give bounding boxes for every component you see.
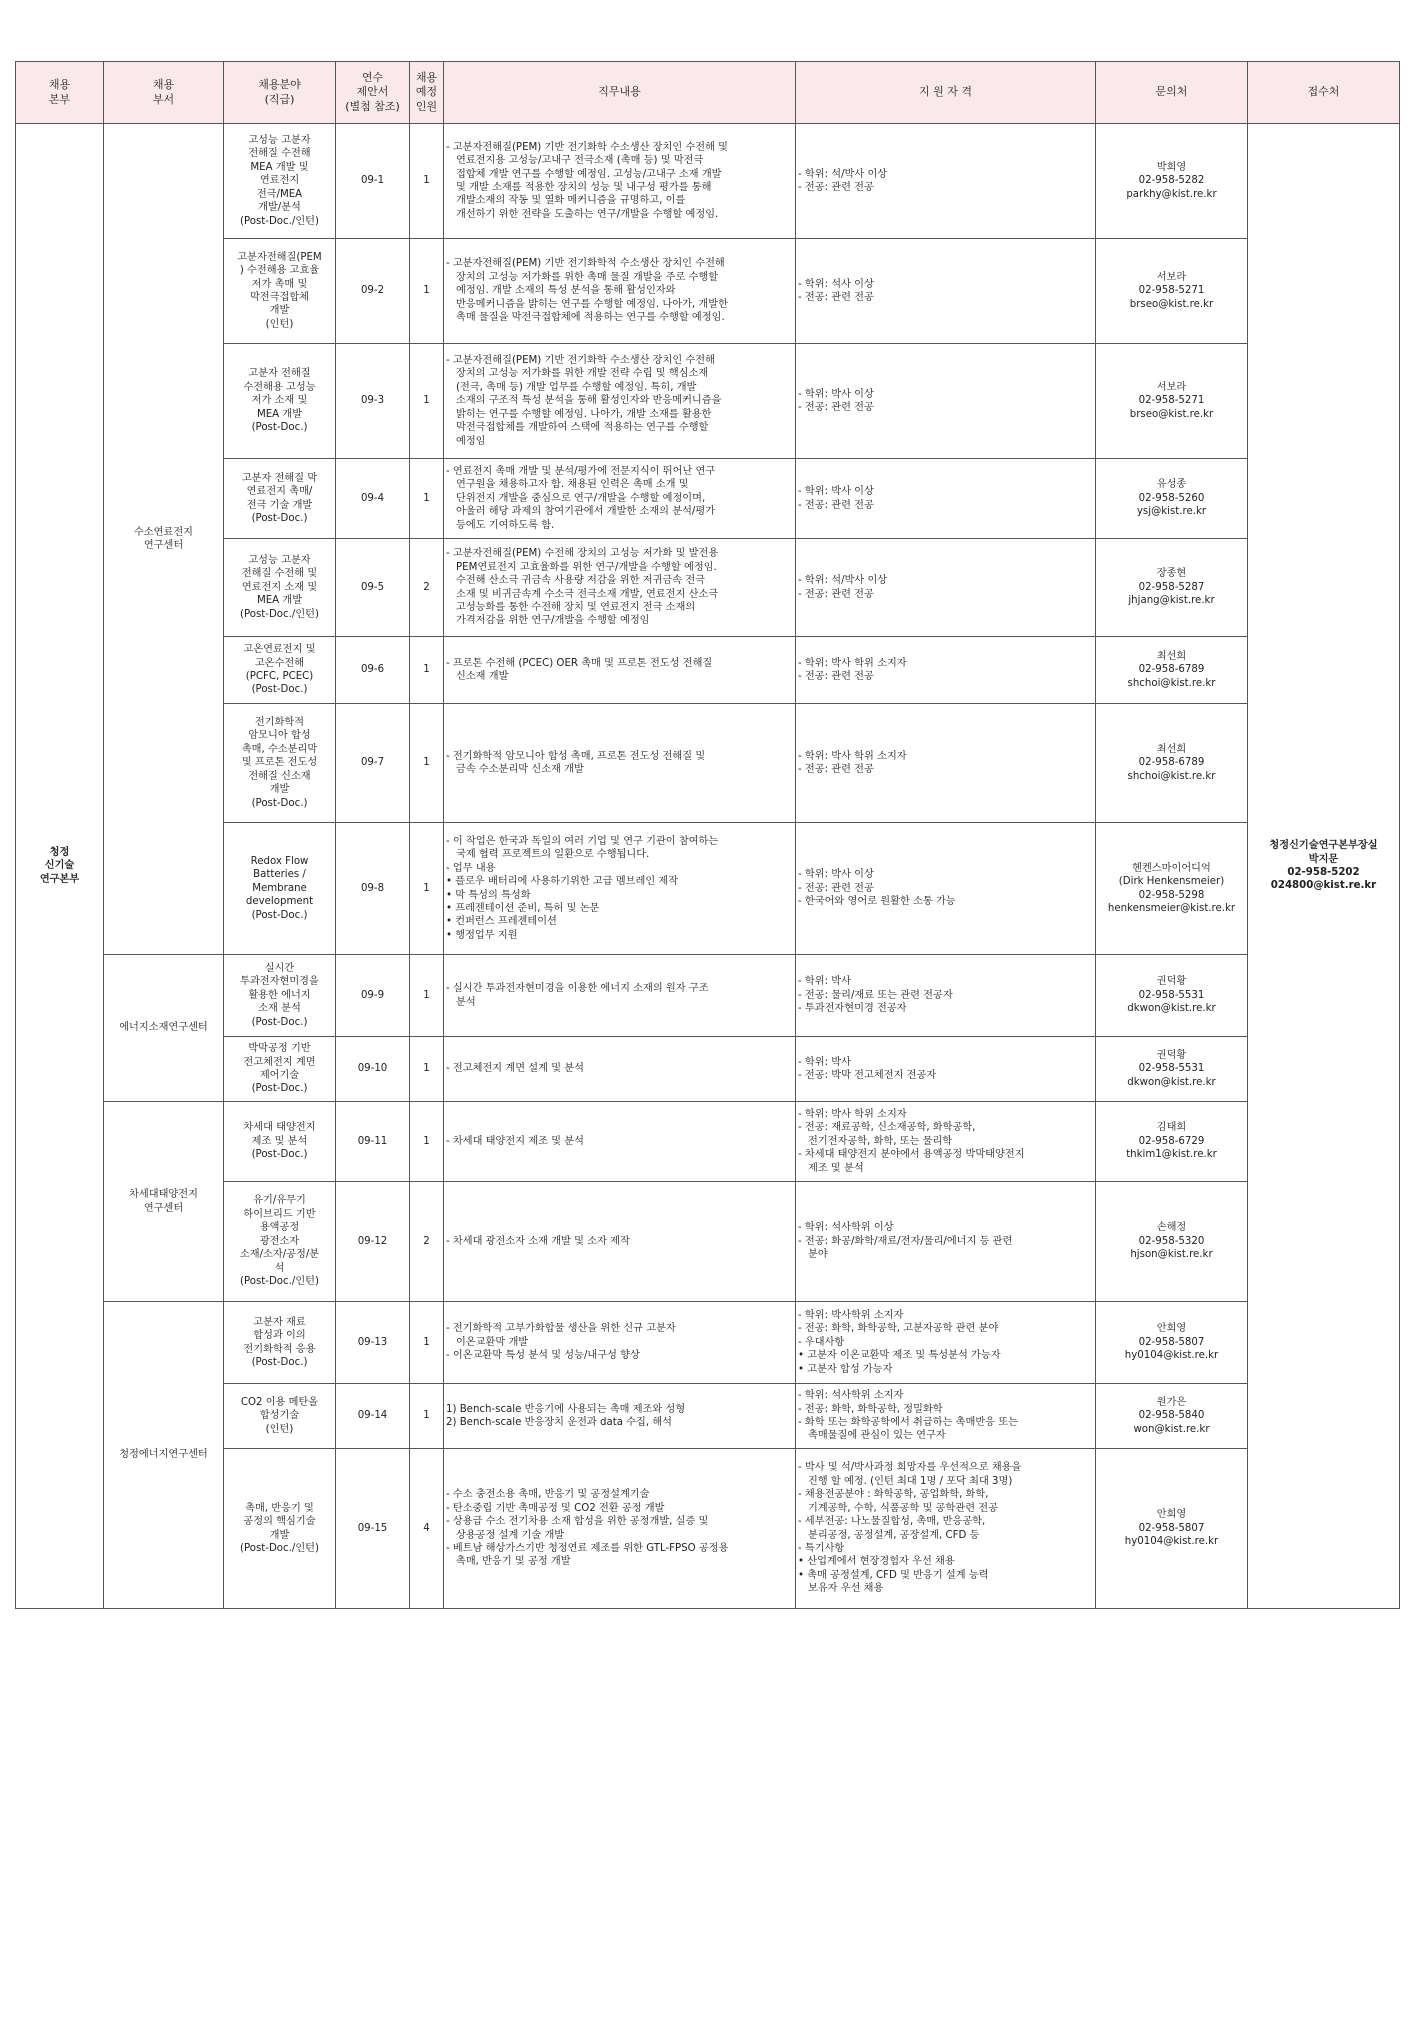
field-cell: 박막공정 기반 전고체전지 계면 제어기술 (Post-Doc.): [224, 1037, 336, 1102]
table-row: [16, 637, 1400, 704]
list-line: • 고분자 이온교환막 제조 및 특성분석 가능자: [798, 1350, 1001, 1362]
contact-cell: 장종현 02-958-5287 jhjang@kist.re.kr: [1096, 539, 1248, 637]
contact-cell: 헨켄스마이어디억 (Dirk Henkensmeier) 02-958-5298 henkensmeier@kist.re.kr: [1096, 823, 1248, 955]
list-line: - 특기사항: [798, 1542, 845, 1554]
list-line: - 학위: 박사 학위 소지자: [798, 657, 907, 669]
col-code: 연수 제안서 (별첨 참조): [336, 62, 410, 124]
list-line: 1) Bench-scale 반응기에 사용되는 촉매 제조와 성형: [446, 1403, 686, 1415]
count-cell: 1: [410, 823, 444, 955]
code-cell: 09-3: [336, 344, 410, 459]
list-line: - 고분자전해질(PEM) 기반 전기화학적 수소생산 장치인 수전해 장치의 고성능 저가화를 위한 촉매 물질 개발을 주로 수행할 예정임. 개발 소재의 특성 분석을 통해 활성인자와 반응메커니즘을 밝히는 연구를 수행할 예정임. 나아가, 개발한 촉매 물질을 막전극접합체에 적용하는 연구를 수행할 예정임.: [446, 258, 728, 324]
col-count: 채용 예정 인원: [410, 62, 444, 124]
code-cell: 09-13: [336, 1302, 410, 1384]
contact-cell: 최선희 02-958-6789 shchoi@kist.re.kr: [1096, 704, 1248, 823]
count-cell: 1: [410, 1384, 444, 1449]
qualifications-cell: [796, 704, 1096, 823]
duties-cell: [444, 704, 796, 823]
count-cell: 2: [410, 539, 444, 637]
code-cell: 09-7: [336, 704, 410, 823]
duties-cell: [444, 1037, 796, 1102]
field-cell: 고분자 재료 합성과 이의 전기화학적 응용 (Post-Doc.): [224, 1302, 336, 1384]
contact-cell: 안희영 02-958-5807 hy0104@kist.re.kr: [1096, 1302, 1248, 1384]
table-row: [16, 124, 1400, 239]
field-cell: 유기/유무기 하이브리드 기반 용액공정 광전소자 소재/소자/공정/분 석 (Post-Doc./인턴): [224, 1182, 336, 1302]
code-cell: 09-1: [336, 124, 410, 239]
duties-cell: [444, 823, 796, 955]
list-line: - 박사 및 석/박사과정 희망자를 우선적으로 채용을 진행 할 예정. (인턴 최대 1명 / 포닥 최대 3명): [798, 1462, 1022, 1487]
division-cell: 청정 신기술 연구본부: [16, 124, 104, 1609]
list-line: - 학위: 박사 이상: [798, 486, 874, 498]
department-cell: 차세대태양전지 연구센터: [104, 1102, 224, 1302]
list-line: - 학위: 박사 학위 소지자: [798, 1108, 907, 1120]
field-cell: 고성능 고분자 전해질 수전해 및 연료전지 소재 및 MEA 개발 (Post-Doc./인턴): [224, 539, 336, 637]
code-cell: 09-6: [336, 637, 410, 704]
contact-cell: 서보라 02-958-5271 brseo@kist.re.kr: [1096, 239, 1248, 344]
list-line: - 전공: 화학, 화학공학, 고분자공학 관련 분야: [798, 1323, 999, 1335]
list-line: - 이 작업은 한국과 독일의 여러 기업 및 연구 기관이 참여하는 국제 협력 프로젝트의 일환으로 수행됩니다.: [446, 835, 719, 861]
contact-cell: 유성종 02-958-5260 ysj@kist.re.kr: [1096, 459, 1248, 539]
list-line: - 전공: 관련 전공: [798, 292, 874, 303]
list-line: - 학위: 박사: [798, 976, 851, 988]
list-line: - 전공: 관련 전공: [798, 588, 874, 600]
list-line: - 고분자전해질(PEM) 기반 전기화학 수소생산 장치인 수전해 장치의 고성능 저가화를 위한 개발 전략 수립 및 핵심소재 (전극, 촉매 등) 개발 업무를 수행할 예정임. 특히, 개발 소재의 구조적 특성 분석을 통해 활성인자와 반응메커니즘을 밝히는 연구를 수행할 예정임. 나아가, 개발 소재를 활용한 막전극접합체를 개발하여 스택에 적용하는 연구를 수행할 예정임: [446, 354, 722, 447]
table-row: [16, 1182, 1400, 1302]
col-division: 채용 본부: [16, 62, 104, 124]
list-line: - 채용전공분야 : 화학공학, 공업화학, 화학, 기계공학, 수학, 식품공학 및 공학관련 전공: [798, 1489, 998, 1514]
qualifications-cell: [796, 239, 1096, 344]
list-line: - 전공: 관련 전공: [798, 671, 874, 682]
list-line: - 학위: 석/박사 이상: [798, 575, 888, 587]
duties-cell: [444, 344, 796, 459]
list-line: - 고분자전해질(PEM) 수전해 장치의 고성능 저가화 및 발전용 PEM연료전지 고효율화를 위한 연구/개발을 수행할 예정임. 수전해 산소극 귀금속 사용량 저감을 위한 저귀금속 전극 소재 및 비귀금속계 수소극 전극소재 개발, 연료전지 산소극 고성능화를 통한 수전해 장치 및 연료전지 전극 소재의 가격저감을 위한 연구/개발을 수행할 예정임: [446, 548, 719, 627]
qualifications-cell: [796, 1302, 1096, 1384]
list-line: - 연료전지 촉매 개발 및 분석/평가에 전문지식이 뛰어난 연구 연구원을 채용하고자 함. 채용된 인력은 촉매 소개 및 단위전지 개발을 중심으로 연구/개발을 수행할 예정이며, 아울러 해당 과제의 참여기관에서 개발한 소재의 분석/평가 등에도 기여하도록 함.: [446, 465, 716, 531]
contact-cell: 권덕황 02-958-5531 dkwon@kist.re.kr: [1096, 1037, 1248, 1102]
duties-cell: [444, 239, 796, 344]
table-row: [16, 704, 1400, 823]
department-cell: 에너지소재연구센터: [104, 955, 224, 1102]
list-line: • 고분자 합성 가능자: [798, 1363, 893, 1375]
recruitment-table: [15, 61, 1400, 1609]
count-cell: 1: [410, 239, 444, 344]
duties-cell: [444, 1449, 796, 1609]
list-line: - 전공: 물리/재료 또는 관련 전공자: [798, 989, 953, 1001]
list-line: - 투과전자현미경 전공자: [798, 1003, 907, 1015]
table-row: [16, 539, 1400, 637]
list-line: - 학위: 박사 학위 소지자: [798, 750, 907, 762]
count-cell: 1: [410, 344, 444, 459]
col-field: 채용분야 (직급): [224, 62, 336, 124]
list-line: - 베트남 해상가스기반 청정연료 제조를 위한 GTL-FPSO 공정용 촉매, 반응기 및 공정 개발: [446, 1542, 729, 1568]
duties-cell: [444, 955, 796, 1037]
table-row: [16, 1384, 1400, 1449]
qualifications-cell: [796, 1449, 1096, 1609]
list-line: - 차세대 태양전지 제조 및 분석: [446, 1135, 584, 1147]
qualifications-cell: [796, 1037, 1096, 1102]
count-cell: 1: [410, 1102, 444, 1182]
contact-cell: 서보라 02-958-5271 brseo@kist.re.kr: [1096, 344, 1248, 459]
list-line: - 세부전공: 나노물질합성, 촉매, 반응공학, 분리공정, 공정설계, 공장설계, CFD 등: [798, 1516, 986, 1541]
list-line: - 학위: 박사 이상: [798, 869, 874, 881]
code-cell: 09-5: [336, 539, 410, 637]
receiver-cell: 청정신기술연구본부장실 박지문 02-958-5202 024800@kist.re.kr: [1248, 124, 1400, 1609]
department-cell: 수소연료전지 연구센터: [104, 124, 224, 955]
list-line: - 전공: 재료공학, 신소재공학, 화학공학, 전기전자공학, 화학, 또는 물리학: [798, 1122, 976, 1147]
contact-cell: 최선희 02-958-6789 shchoi@kist.re.kr: [1096, 637, 1248, 704]
qualifications-cell: [796, 1182, 1096, 1302]
col-qualifications: 지 원 자 격: [796, 62, 1096, 124]
col-contact: 문의처: [1096, 62, 1248, 124]
list-line: - 업무 내용: [446, 862, 496, 874]
list-line: - 전공: 화학, 화학공학, 정밀화학: [798, 1403, 943, 1415]
field-cell: 실시간 투과전자현미경을 활용한 에너지 소재 분석 (Post-Doc.): [224, 955, 336, 1037]
list-line: - 한국어와 영어로 원활한 소통 가능: [798, 896, 956, 908]
count-cell: 1: [410, 1302, 444, 1384]
list-line: - 차세대 태양전지 분야에서 용액공정 박막태양전지 제조 및 분석: [798, 1149, 1025, 1174]
list-line: - 학위: 석/박사 이상: [798, 168, 888, 180]
list-line: - 탄소중립 기반 촉매공정 및 CO2 전환 공정 개발: [446, 1502, 665, 1514]
duties-cell: [444, 1182, 796, 1302]
list-line: - 이온교환막 특성 분석 및 성능/내구성 향상: [446, 1350, 640, 1362]
table-row: [16, 1102, 1400, 1182]
list-line: - 전공: 관련 전공: [798, 182, 874, 193]
list-line: - 차세대 광전소자 소재 개발 및 소자 제작: [446, 1235, 630, 1247]
list-line: 2) Bench-scale 반응장치 운전과 data 수집, 해석: [446, 1417, 673, 1428]
list-line: - 전공: 관련 전공: [798, 764, 874, 775]
list-line: • 플로우 배터리에 사용하기위한 고급 멤브레인 제작: [446, 876, 679, 888]
list-line: - 전공: 관련 전공: [798, 499, 874, 511]
contact-cell: 손해정 02-958-5320 hjson@kist.re.kr: [1096, 1182, 1248, 1302]
table-row: [16, 1449, 1400, 1609]
list-line: • 막 특성의 특성화: [446, 889, 531, 901]
duties-cell: [444, 459, 796, 539]
list-line: - 학위: 박사 이상: [798, 388, 874, 400]
contact-cell: 박희영 02-958-5282 parkhy@kist.re.kr: [1096, 124, 1248, 239]
table-row: [16, 823, 1400, 955]
contact-cell: 권덕황 02-958-5531 dkwon@kist.re.kr: [1096, 955, 1248, 1037]
col-duties: 직무내용: [444, 62, 796, 124]
list-line: • 촉매 공정설계, CFD 및 반응기 설계 능력 보유자 우선 채용: [798, 1569, 989, 1595]
duties-cell: [444, 1384, 796, 1449]
list-line: - 전공: 박막 전고체전지 전공자: [798, 1070, 937, 1081]
duties-cell: [444, 1102, 796, 1182]
count-cell: 1: [410, 1037, 444, 1102]
qualifications-cell: [796, 1102, 1096, 1182]
list-line: - 실시간 투과전자현미경을 이용한 에너지 소재의 원자 구조 분석: [446, 983, 709, 1008]
field-cell: 고분자 전해질 막 연료전지 촉매/ 전극 기술 개발 (Post-Doc.): [224, 459, 336, 539]
count-cell: 1: [410, 459, 444, 539]
list-line: - 학위: 석사학위 이상: [798, 1222, 894, 1234]
code-cell: 09-8: [336, 823, 410, 955]
table-row: [16, 459, 1400, 539]
qualifications-cell: [796, 344, 1096, 459]
list-line: - 학위: 석사 이상: [798, 278, 874, 290]
duties-cell: [444, 539, 796, 637]
duties-cell: [444, 637, 796, 704]
list-line: - 상용급 수소 전기차용 소재 합성을 위한 공정개발, 실증 및 상용공정 설계 기술 개발: [446, 1516, 709, 1541]
field-cell: 고분자전해질(PEM ) 수전해용 고효율 저가 촉매 및 막전극접합체 개발 (인턴): [224, 239, 336, 344]
count-cell: 4: [410, 1449, 444, 1609]
duties-cell: [444, 1302, 796, 1384]
field-cell: 전기화학적 암모니아 합성 촉매, 수소분리막 및 프로톤 전도성 전해질 신소재 개발 (Post-Doc.): [224, 704, 336, 823]
code-cell: 09-9: [336, 955, 410, 1037]
col-receiver: 접수처: [1248, 62, 1400, 124]
qualifications-cell: [796, 637, 1096, 704]
field-cell: CO2 이용 메탄올 합성기술 (인턴): [224, 1384, 336, 1449]
table-row: [16, 1302, 1400, 1384]
field-cell: 고분자 전해질 수전해용 고성능 저가 소재 및 MEA 개발 (Post-Doc.): [224, 344, 336, 459]
list-line: - 전공: 관련 전공: [798, 402, 874, 413]
table-row: [16, 344, 1400, 459]
col-department: 채용 부서: [104, 62, 224, 124]
list-line: • 컨퍼런스 프레젠테이션: [446, 916, 557, 928]
duties-cell: [444, 124, 796, 239]
contact-cell: 안희영 02-958-5807 hy0104@kist.re.kr: [1096, 1449, 1248, 1609]
code-cell: 09-4: [336, 459, 410, 539]
code-cell: 09-10: [336, 1037, 410, 1102]
list-line: - 전공: 화공/화학/재료/전자/물리/에너지 등 관련 분야: [798, 1235, 1013, 1261]
field-cell: 고온연료전지 및 고온수전해 (PCFC, PCEC) (Post-Doc.): [224, 637, 336, 704]
list-line: • 산업계에서 현장경험자 우선 채용: [798, 1556, 955, 1568]
contact-cell: 김태희 02-958-6729 thkim1@kist.re.kr: [1096, 1102, 1248, 1182]
department-cell: 청정에너지연구센터: [104, 1302, 224, 1609]
field-cell: Redox Flow Batteries / Membrane development (Post-Doc.): [224, 823, 336, 955]
code-cell: 09-12: [336, 1182, 410, 1302]
table-row: [16, 1037, 1400, 1102]
list-line: - 학위: 박사학위 소지자: [798, 1309, 904, 1321]
code-cell: 09-15: [336, 1449, 410, 1609]
qualifications-cell: [796, 955, 1096, 1037]
count-cell: 1: [410, 955, 444, 1037]
list-line: • 프레젠테이션 준비, 특허 및 논문: [446, 902, 600, 914]
list-line: - 전공: 관련 전공: [798, 882, 874, 894]
count-cell: 1: [410, 637, 444, 704]
qualifications-cell: [796, 539, 1096, 637]
field-cell: 촉매, 반응기 및 공정의 핵심기술 개발 (Post-Doc./인턴): [224, 1449, 336, 1609]
qualifications-cell: [796, 1384, 1096, 1449]
table-row: [16, 955, 1400, 1037]
count-cell: 1: [410, 704, 444, 823]
qualifications-cell: [796, 459, 1096, 539]
list-line: - 전기화학적 암모니아 합성 촉매, 프로톤 전도성 전해질 및 금속 수소분리막 신소재 개발: [446, 750, 706, 775]
list-line: - 고분자전해질(PEM) 기반 전기화학 수소생산 장치인 수전해 및 연료전지용 고성능/고내구 전극소재 (촉매 등) 및 막전극 접합체 개발 연구를 수행할 예정임. 고성능/고내구 소재 개발 및 개발 소재를 적용한 장치의 성능 및 내구성 평가를 통해 개발소재의 작동 및 열화 메커니즘을 규명하고, 이를 개선하기 위한 전략을 도출하는 연구/개발을 수행할 예정임.: [446, 141, 729, 220]
list-line: - 학위: 박사: [798, 1056, 851, 1068]
list-line: - 수소 충전소용 촉매, 반응기 및 공정설계기술: [446, 1489, 650, 1501]
field-cell: 고성능 고분자 전해질 수전해 MEA 개발 및 연료전지 전극/MEA 개발/분석 (Post-Doc./인턴): [224, 124, 336, 239]
list-line: - 화학 또는 화학공학에서 취급하는 촉매반응 또는 촉매물질에 관심이 있는 연구자: [798, 1417, 1018, 1442]
list-line: - 학위: 석사학위 소지자: [798, 1390, 904, 1402]
list-line: - 전고체전지 계면 설계 및 분석: [446, 1063, 584, 1075]
table-row: [16, 239, 1400, 344]
contact-cell: 원가은 02-958-5840 won@kist.re.kr: [1096, 1384, 1248, 1449]
qualifications-cell: [796, 823, 1096, 955]
field-cell: 차세대 태양전지 제조 및 분석 (Post-Doc.): [224, 1102, 336, 1182]
list-line: - 우대사항: [798, 1336, 845, 1348]
list-line: - 프로톤 수전해 (PCEC) OER 촉매 및 프로톤 전도성 전해질 신소재 개발: [446, 657, 713, 682]
count-cell: 2: [410, 1182, 444, 1302]
list-line: - 전기화학적 고부가화합물 생산을 위한 신규 고분자 이온교환막 개발: [446, 1323, 676, 1348]
qualifications-cell: [796, 124, 1096, 239]
code-cell: 09-14: [336, 1384, 410, 1449]
code-cell: 09-11: [336, 1102, 410, 1182]
header-row: [16, 62, 1400, 124]
list-line: • 행정업무 지원: [446, 929, 518, 941]
count-cell: 1: [410, 124, 444, 239]
code-cell: 09-2: [336, 239, 410, 344]
